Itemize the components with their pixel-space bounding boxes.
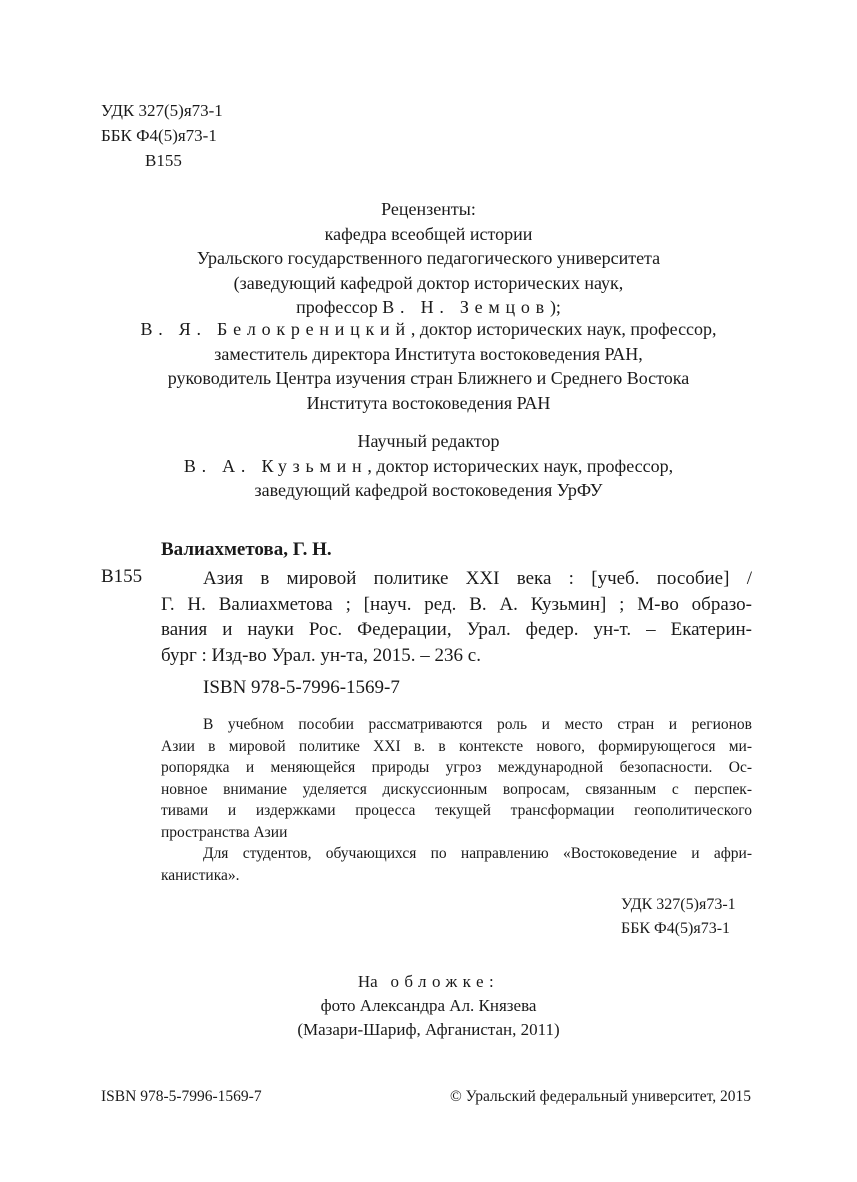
reviewer-person-line: Института востоковедения РАН (306, 392, 551, 413)
footer-isbn: ISBN 978-5-7996-1569-7 (101, 1088, 262, 1105)
reviewer-org-suffix: ); (549, 297, 561, 317)
author-mark: В155 (145, 151, 182, 170)
abstract-line: Для студентов, обучающихся по направлению «Востоковедение и афри- (203, 845, 752, 862)
editor-heading: Научный редактор (357, 431, 500, 451)
editor-block (0, 429, 857, 503)
udk-code: УДК 327(5)я73-1 (621, 896, 736, 913)
cover-label-word: обложке: (390, 972, 500, 991)
bibliography-line: Г. Н. Валиахметова ; [науч. ред. В. А. Кузьмин] ; М-во образо- (161, 593, 752, 615)
abstract-line: ропорядка и меняющейся природы угроз международной безопасности. Ос- (161, 759, 752, 776)
reviewer-org-head-name: В. Н. Земцов (382, 297, 550, 317)
reviewer-org-line: кафедра всеобщей истории (324, 223, 533, 244)
udk-code: УДК 327(5)я73-1 (101, 101, 223, 120)
abstract-line: Азии в мировой политике XXI в. в контексте нового, формирующегося ми- (161, 737, 752, 755)
abstract-line: пространства Азии (161, 823, 288, 841)
bibliography-author: Валиахметова, Г. Н. (161, 539, 332, 560)
abstract-block (161, 714, 752, 886)
editor-line (0, 454, 857, 479)
cover-photo-credit: фото Александра Ал. Князева (320, 996, 537, 1015)
bibliography-isbn: ISBN 978-5-7996-1569-7 (203, 677, 400, 698)
footer-classification-codes (621, 893, 736, 941)
reviewer-org-line: Уральского государственного педагогического университета (196, 248, 661, 268)
bbk-code: ББК Ф4(5)я73-1 (621, 920, 731, 937)
bbk-code: ББК Ф4(5)я73-1 (101, 126, 217, 145)
abstract-line: канистика». (161, 866, 240, 884)
reviewer-person-block (0, 317, 857, 415)
cover-label-prefix: На (357, 972, 378, 991)
copyright-notice: © Уральский федеральный университет, 2015 (449, 1088, 751, 1105)
reviewers-block (0, 197, 857, 320)
editor-line: заведующий кафедрой востоковедения УрФУ (254, 480, 603, 500)
bibliography-line: Азия в мировой политике XXI века : [учеб. пособие] / (203, 568, 752, 589)
editor-name: В. А. Кузьмин (183, 455, 368, 476)
header-classification-codes (101, 98, 223, 173)
bibliography-line: бург : Изд-во Урал. ун-та, 2015. – 236 с. (161, 644, 481, 666)
reviewer-person-name: В. Я. Белокреницкий (140, 319, 411, 339)
cover-photo-place: (Мазари-Шариф, Афганистан, 2011) (297, 1020, 560, 1039)
bibliography-line: вания и науки Рос. Федерации, Урал. федер. ун-т. – Екатерин- (161, 619, 752, 640)
cover-label (0, 970, 857, 994)
bibliography-entry (161, 566, 752, 668)
editor-title: , доктор исторических наук, профессор, (367, 455, 674, 476)
reviewer-org-line: (заведующий кафедрой доктор исторических наук, (233, 272, 624, 293)
cover-credit (0, 970, 857, 1042)
reviewer-person-line: руководитель Центра изучения стран Ближнего и Среднего Востока (167, 368, 690, 388)
abstract-line: В учебном пособии рассматриваются роль и место стран и регионов (203, 716, 752, 733)
reviewer-person-line: заместитель директора Института востоковедения РАН, (214, 343, 643, 364)
reviewer-org-prefix: профессор (296, 297, 378, 317)
reviewer-person-title: , доктор исторических наук, профессор, (410, 319, 717, 339)
abstract-line: новное внимание уделяется дискуссионным вопросам, связанным с перспек- (161, 780, 752, 798)
reviewer-person-line (0, 317, 857, 342)
reviewers-heading: Рецензенты: (381, 199, 476, 219)
reviewer-org-line (0, 295, 857, 320)
bibliography-code: В155 (101, 566, 143, 587)
abstract-line: тивами и издержками процесса текущей трансформации геополитического (161, 802, 752, 819)
